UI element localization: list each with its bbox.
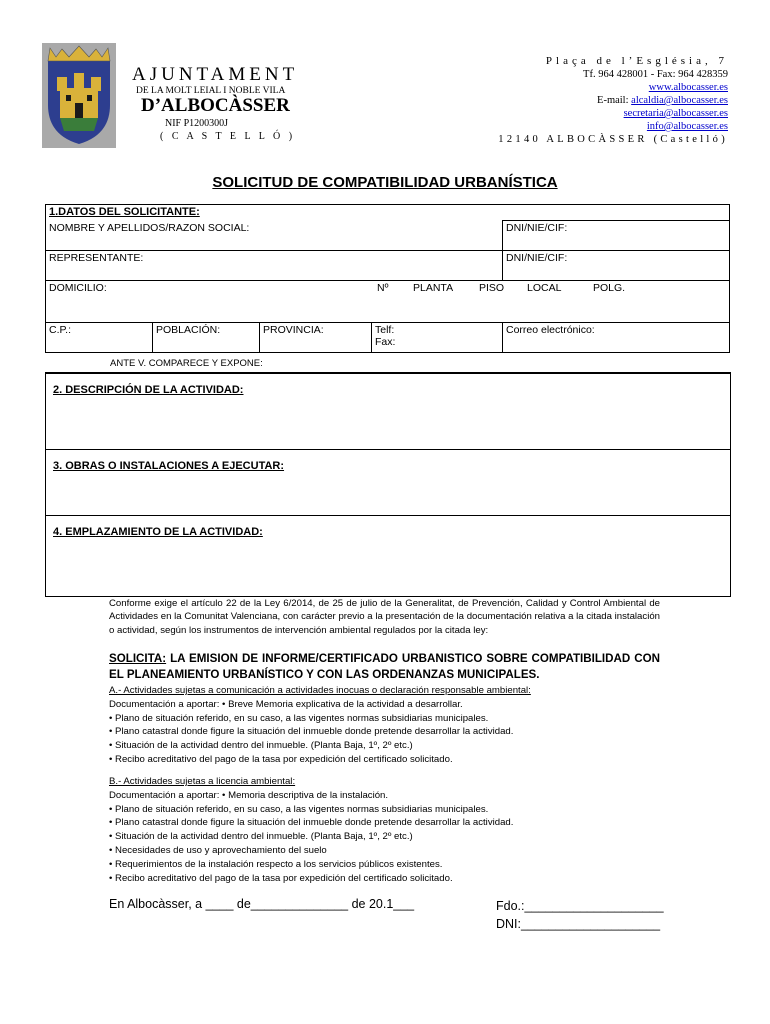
contact-phone-fax: Tf. 964 428001 - Fax: 964 428359 bbox=[583, 69, 728, 80]
address-label: DOMICILIO: bbox=[49, 282, 107, 294]
applicant-name-field[interactable] bbox=[46, 221, 503, 251]
header-title: AJUNTAMENT bbox=[132, 64, 299, 85]
section-1-heading: 1.DATOS DEL SOLICITANTE: bbox=[46, 205, 730, 221]
requirements-b-item: • Recibo acreditativo del pago de la tasa por expedición del certificado solicitado. bbox=[109, 872, 453, 884]
legal-paragraph: Conforme exige el artículo 22 de la Ley 6/2014, de 25 de julio de la Generalitat, de Prevención, Calidad y Control Ambiental de Actividades en la Comunitat Valenciana, con carácter previo a la presentación de la documentación relativa a la citada instalación o actividad, según los instrumentos de intervención ambiental regulados por la citada ley: bbox=[109, 598, 660, 636]
floor-label: PLANTA bbox=[413, 282, 454, 294]
header-nif: NIF P1200300J bbox=[165, 118, 229, 129]
requirements-a-item: • Plano catastral donde figure la situación del inmueble donde pretende desarrollar la actividad. bbox=[109, 726, 514, 738]
works-installations-field[interactable] bbox=[46, 450, 730, 516]
header-subtitle: DE LA MOLT LEIAL I NOBLE VILA bbox=[136, 86, 286, 96]
email-label: E-mail: bbox=[597, 95, 629, 106]
applicant-name-label: NOMBRE Y APELLIDOS/RAZON SOCIAL: bbox=[49, 221, 250, 234]
town-label: POBLACIÓN: bbox=[156, 324, 221, 336]
polygon-label: POLG. bbox=[593, 282, 626, 294]
email-field-label: Correo electrónico: bbox=[506, 324, 595, 336]
requirements-a-item: • Situación de la actividad dentro del inmueble. (Planta Baja, 1º, 2º etc.) bbox=[109, 740, 413, 752]
town-field[interactable] bbox=[153, 323, 260, 353]
apartment-label: PISO bbox=[479, 282, 505, 294]
activity-sections-box bbox=[45, 372, 731, 597]
postal-code-label: C.P.: bbox=[49, 324, 71, 336]
activity-location-field[interactable] bbox=[46, 516, 730, 596]
place-date-line[interactable]: En Albocàsser, a ____ de______________ de 20.1___ bbox=[109, 897, 415, 911]
postal-code-field[interactable] bbox=[46, 323, 153, 353]
province-field[interactable] bbox=[260, 323, 372, 353]
requirements-b-item: Documentación a aportar: • Memoria descriptiva de la instalación. bbox=[109, 789, 389, 801]
requirements-a-item: Documentación a aportar: • Breve Memoria explicativa de la actividad a desarrollar. bbox=[109, 698, 463, 710]
representative-dni-field[interactable] bbox=[503, 251, 730, 281]
requirements-b-item: • Requerimientos de la instalación respecto a los servicios públicos existentes. bbox=[109, 858, 443, 870]
applicant-data-table bbox=[45, 204, 730, 353]
requirements-a-item: • Plano de situación referido, en su caso, a las vigentes normas subsidiarias municipales. bbox=[109, 712, 489, 724]
requirements-b-item: • Plano de situación referido, en su caso, a las vigentes normas subsidiarias municipales. bbox=[109, 803, 489, 815]
representative-dni-label: DNI/NIE/CIF: bbox=[506, 252, 568, 264]
requirements-a-item: • Recibo acreditativo del pago de la tasa por expedición del certificado solicitado. bbox=[109, 753, 453, 765]
requirements-b-item: • Necesidades de uso y aprovechamiento del suelo bbox=[109, 844, 327, 856]
fax-label: Fax: bbox=[375, 336, 396, 348]
requirements-b-title: B.- Actividades sujetas a licencia ambiental: bbox=[109, 776, 296, 787]
number-label: Nº bbox=[377, 282, 389, 294]
document-title: SOLICITUD DE COMPATIBILIDAD URBANÍSTICA bbox=[212, 174, 558, 191]
header-province: ( C A S T E L L Ó ) bbox=[160, 131, 296, 142]
ante-statement: ANTE V. COMPARECE Y EXPONE: bbox=[110, 358, 263, 369]
phone-fax-field[interactable] bbox=[372, 323, 503, 353]
email-link-secretaria[interactable]: secretaria@albocasser.es bbox=[623, 108, 728, 119]
representative-label: REPRESENTANTE: bbox=[49, 252, 144, 264]
signature-dni-line[interactable]: DNI:____________________ bbox=[496, 917, 661, 931]
website-link[interactable]: www.albocasser.es bbox=[648, 82, 728, 93]
signature-line[interactable]: Fdo.:____________________ bbox=[496, 899, 664, 913]
section-2-heading: 2. DESCRIPCIÓN DE LA ACTIVIDAD: bbox=[53, 384, 244, 396]
requirements-b bbox=[109, 775, 669, 885]
signature-block bbox=[496, 897, 664, 933]
address-field[interactable] bbox=[46, 281, 730, 323]
requirements-a-title: A.- Actividades sujetas a comunicación a actividades inocuas o declaración responsable ambiental: bbox=[109, 685, 531, 696]
province-label: PROVINCIA: bbox=[263, 324, 324, 336]
section-4-heading: 4. EMPLAZAMIENTO DE LA ACTIVIDAD: bbox=[53, 526, 263, 538]
applicant-dni-field[interactable] bbox=[503, 221, 730, 251]
email-link-info[interactable]: info@albocasser.es bbox=[646, 121, 728, 132]
requirements-b-item: • Plano catastral donde figure la situación del inmueble donde pretende desarrollar la actividad. bbox=[109, 817, 514, 829]
solicita-text: LA EMISION DE INFORME/CERTIFICADO URBANISTICO SOBRE COMPATIBILIDAD CON EL PLANEAMIENTO URBANÍSTICO Y CON LAS ORDENANZAS MUNICIPALES. bbox=[109, 652, 660, 681]
coat-of-arms-logo bbox=[42, 43, 116, 148]
requirements-b-item: • Situación de la actividad dentro del inmueble. (Planta Baja, 1º, 2º etc.) bbox=[109, 831, 413, 843]
applicant-dni-label: DNI/NIE/CIF: bbox=[506, 222, 568, 234]
email-field[interactable] bbox=[503, 323, 730, 353]
solicita-paragraph bbox=[109, 651, 660, 683]
contact-address: Plaça de l’Església, 7 bbox=[545, 55, 728, 67]
local-label: LOCAL bbox=[527, 282, 562, 294]
section-3-heading: 3. OBRAS O INSTALACIONES A EJECUTAR: bbox=[53, 460, 285, 472]
representative-field[interactable] bbox=[46, 251, 503, 281]
phone-label: Telf: bbox=[375, 324, 395, 336]
email-link-alcaldia[interactable]: alcaldia@albocasser.es bbox=[631, 95, 728, 106]
solicita-keyword: SOLICITA: bbox=[109, 652, 167, 665]
header-town-name: D’ALBOCÀSSER bbox=[141, 95, 290, 116]
contact-block bbox=[498, 55, 728, 146]
contact-city-line: 12140 ALBOCÀSSER (Castelló) bbox=[498, 134, 728, 145]
requirements-a bbox=[109, 684, 669, 767]
activity-description-field[interactable] bbox=[46, 374, 730, 450]
